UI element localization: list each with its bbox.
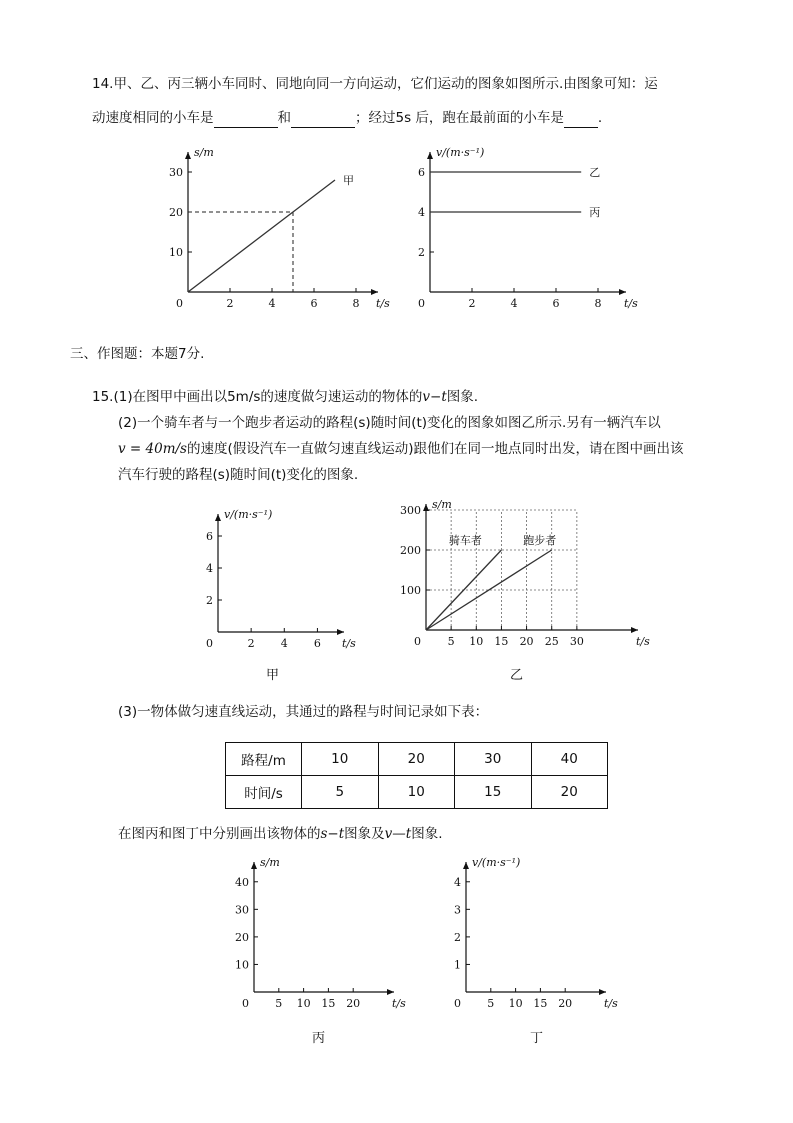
- x-tick-label: 2: [468, 297, 476, 310]
- y-tick-label: 4: [418, 206, 425, 219]
- table-cell: 30: [455, 743, 532, 776]
- q15-p2-line3: 汽车行驶的路程(s)随时间(t)变化的图象.: [118, 467, 359, 483]
- x-axis-label: t/s: [624, 297, 638, 310]
- q15-p4-mid: 图象及: [344, 826, 385, 842]
- q14-text-a: 14.甲、乙、丙三辆小车同时、同地向同一方向运动，它们运动的图象如图所示.由图象可知：运: [92, 76, 658, 92]
- q15-p1-prefix: 15.(1)在图甲中画出以5m/s的速度做匀速运动的物体的: [92, 389, 423, 405]
- x-tick-label: 15: [494, 635, 509, 648]
- y-tick-label: 20: [169, 206, 183, 219]
- table-row-distance: [226, 743, 608, 776]
- q15-p1-suffix: 图象.: [446, 389, 479, 405]
- x-axis-label: t/s: [342, 637, 356, 650]
- q15-p4-prefix: 在图丙和图丁中分别画出该物体的: [118, 826, 321, 842]
- q15-p2-velocity: v = 40m/s: [118, 441, 187, 457]
- origin-label: 0: [242, 997, 249, 1010]
- table-label-distance: 路程/m: [226, 743, 302, 776]
- caption-jia: 甲: [266, 668, 280, 683]
- x-axis-arrow: [337, 629, 344, 635]
- y-tick-label: 20: [235, 930, 249, 944]
- x-tick-label: 6: [552, 297, 560, 310]
- answer-blank-3[interactable]: [564, 111, 598, 128]
- x-axis-label: t/s: [636, 635, 650, 648]
- q15-p1-vt: v−t: [422, 389, 447, 405]
- q14-text-b4: .: [597, 110, 603, 126]
- x-tick-label: 10: [508, 997, 523, 1010]
- origin-label: 0: [176, 297, 183, 310]
- table-row-time: [226, 776, 608, 809]
- chart-fig-bing: [226, 856, 406, 1018]
- x-axis-label: t/s: [376, 297, 390, 310]
- x-tick-label: 2: [247, 637, 255, 650]
- y-tick-label: 10: [235, 958, 249, 972]
- y-tick-label: 100: [400, 584, 421, 597]
- q15-part3: [118, 702, 488, 722]
- x-tick-label: 25: [544, 635, 559, 648]
- y-axis-label: s/m: [194, 146, 214, 159]
- y-axis-label: v/(m·s⁻¹): [436, 146, 485, 159]
- y-tick-label: 30: [169, 166, 183, 179]
- chart-fig14-right: [408, 140, 658, 320]
- q14-line-2: [92, 108, 602, 128]
- y-tick-label: 200: [400, 544, 421, 557]
- q15-p2-line2-rest: 的速度(假设汽车一直做匀速直线运动)跟他们在同一地点同时出发，请在图中画出该: [186, 441, 684, 457]
- q14-text-b3: ；经过5s 后，跑在最前面的小车是: [355, 110, 564, 126]
- y-axis-arrow: [185, 152, 191, 159]
- table-label-time: 时间/s: [226, 776, 302, 809]
- y-axis-label: v/(m·s⁻¹): [472, 856, 521, 869]
- q14-line-1: [92, 74, 658, 94]
- distance-time-table: [225, 742, 608, 809]
- x-axis-arrow: [387, 989, 394, 995]
- section-3-title-text: 三、作图题：本题7分.: [70, 346, 205, 362]
- table-cell: 10: [378, 776, 455, 809]
- q15-p4-vt: v—t: [384, 826, 412, 842]
- x-tick-label: 4: [510, 297, 518, 310]
- y-tick-label: 30: [235, 903, 249, 917]
- series-label-1: 骑车者: [448, 534, 482, 547]
- series-label-2: 跑步者: [523, 534, 557, 547]
- q14-text-b1: 动速度相同的小车是: [92, 110, 214, 126]
- section-3-title: [70, 344, 204, 364]
- x-tick-label: 20: [558, 997, 573, 1010]
- q15-part4: [118, 824, 443, 844]
- y-axis-arrow: [251, 862, 257, 869]
- y-tick-label: 3: [454, 903, 461, 917]
- x-axis-label: t/s: [392, 997, 406, 1010]
- chart-fig14-left: [160, 140, 400, 320]
- y-axis-arrow: [427, 152, 433, 159]
- x-tick-label: 20: [346, 997, 361, 1010]
- chart-fig-yi: [392, 498, 650, 652]
- x-tick-label: 4: [268, 297, 276, 310]
- y-tick-label: 6: [206, 530, 213, 543]
- x-tick-label: 8: [594, 297, 602, 310]
- q15-p4-st: s−t: [320, 826, 345, 842]
- x-tick-label: 5: [447, 635, 455, 648]
- y-tick-label: 4: [206, 562, 213, 575]
- x-axis-arrow: [371, 289, 378, 295]
- table-cell: 5: [302, 776, 379, 809]
- table-cell: 15: [455, 776, 532, 809]
- caption-yi: 乙: [510, 668, 524, 683]
- y-axis-label: v/(m·s⁻¹): [224, 508, 273, 521]
- q15-part2-line2: [118, 439, 684, 459]
- answer-blank-1[interactable]: [214, 111, 278, 128]
- y-tick-label: 1: [454, 958, 461, 972]
- series-label-2: 丙: [589, 206, 601, 219]
- y-tick-label: 6: [418, 166, 425, 179]
- caption-bing: 丙: [312, 1031, 326, 1046]
- y-tick-label: 2: [206, 594, 213, 607]
- table-cell: 40: [531, 743, 608, 776]
- q15-p2-line1: (2)一个骑车者与一个跑步者运动的路程(s)随时间(t)变化的图象如图乙所示.另有一辆汽车以: [118, 415, 661, 431]
- y-axis-label: s/m: [432, 498, 452, 511]
- x-tick-label: 4: [280, 637, 288, 650]
- table-cell: 10: [302, 743, 379, 776]
- origin-label: 0: [418, 297, 425, 310]
- origin-label: 0: [206, 637, 213, 650]
- x-tick-label: 15: [321, 997, 336, 1010]
- answer-blank-2[interactable]: [291, 111, 355, 128]
- table-cell: 20: [378, 743, 455, 776]
- y-tick-label: 300: [400, 504, 421, 517]
- series-label-1: 乙: [589, 166, 601, 179]
- series-label-1: 甲: [343, 174, 354, 187]
- y-tick-label: 4: [454, 875, 461, 889]
- x-axis-arrow: [599, 989, 606, 995]
- series-line-2: [426, 550, 552, 630]
- q15-part1: [92, 387, 478, 407]
- x-axis-label: t/s: [604, 997, 618, 1010]
- y-axis-arrow: [215, 514, 221, 521]
- y-tick-label: 2: [454, 930, 461, 944]
- origin-label: 0: [414, 635, 421, 648]
- x-tick-label: 10: [296, 997, 311, 1010]
- x-tick-label: 30: [569, 635, 584, 648]
- y-tick-label: 40: [235, 875, 249, 889]
- x-axis-arrow: [631, 627, 638, 633]
- y-axis-arrow: [463, 862, 469, 869]
- y-tick-label: 10: [169, 246, 183, 259]
- x-tick-label: 10: [469, 635, 484, 648]
- x-tick-label: 5: [275, 997, 283, 1010]
- x-tick-label: 6: [310, 297, 318, 310]
- q15-part2-line1: [118, 413, 661, 433]
- y-tick-label: 2: [418, 246, 425, 259]
- caption-ding: 丁: [530, 1031, 544, 1046]
- x-tick-label: 6: [313, 637, 321, 650]
- x-tick-label: 15: [533, 997, 548, 1010]
- chart-fig-ding: [440, 856, 618, 1018]
- x-axis-arrow: [619, 289, 626, 295]
- x-tick-label: 8: [352, 297, 360, 310]
- x-tick-label: 20: [519, 635, 534, 648]
- x-tick-label: 2: [226, 297, 234, 310]
- table-cell: 20: [531, 776, 608, 809]
- origin-label: 0: [454, 997, 461, 1010]
- q14-text-b2: 和: [277, 110, 291, 126]
- x-tick-label: 5: [487, 997, 495, 1010]
- q15-p4-suffix: 图象.: [411, 826, 443, 842]
- q15-part2-line3: [118, 465, 358, 485]
- series-line-1: [188, 180, 335, 292]
- y-axis-label: s/m: [260, 856, 280, 869]
- chart-fig-jia: [196, 508, 356, 658]
- q15-p3: (3)一物体做匀速直线运动，其通过的路程与时间记录如下表：: [118, 704, 489, 720]
